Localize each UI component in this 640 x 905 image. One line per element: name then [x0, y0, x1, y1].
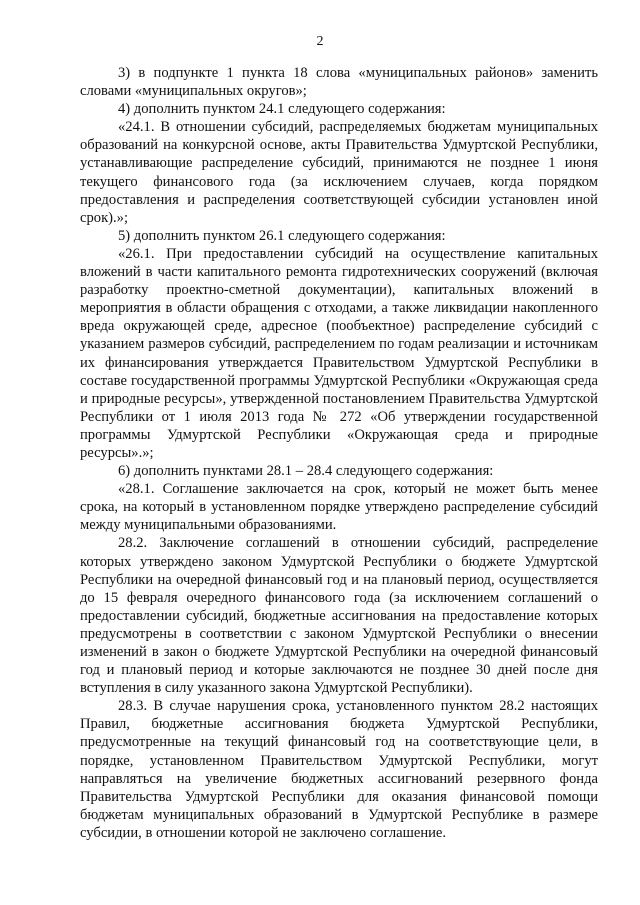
paragraph-amendment-6: 6) дополнить пунктами 28.1 – 28.4 следующего содержания: [118, 463, 494, 480]
paragraph-clause-26-1: «26.1. При предоставлении субсидий на осуществление капитальных вложений в части капитального ремонта гидротехнических сооружений (включая разработку проектно-сметной документации), капитальных вложений в мероприятия в области обращения с отходами, а также ликвидации накопленного вреда окружающей среде, адресное (пообъектное) распределение субсидий с указанием размеров субсидий, распределением по годам реализации и источникам их финансирования утверждается Правительством Удмуртской Республики в составе государственной программы Удмуртской Республики «Окружающая среда и природные ресурсы», утвержденной постановлением Правительства Удмуртской Республики от 1 июля 2013 года № 272 «Об утверждении государственной программы Удмуртской Республики «Окружающая среда и природные ресурсы».»; [80, 245, 598, 461]
paragraph-clause-24-1: «24.1. В отношении субсидий, распределяемых бюджетам муниципальных образований на конкурсной основе, акты Правительства Удмуртской Республики, устанавливающие распределение субсидий, принимаются не позднее 1 июня текущего финансового года (за исключением случаев, когда порядком предоставления и распределения соответствующей субсидии установлен иной срок).»; [80, 119, 598, 226]
paragraph-clause-28-2: 28.2. Заключение соглашений в отношении субсидий, распределение которых утверждено законом Удмуртской Республики о бюджете Удмуртской Республики на очередной финансовый год и на плановый период, осуществляется до 15 февраля очередного финансового года (за исключением соглашений о предоставлении субсидий, бюджетные ассигнования на предоставление которых предусмотрены в соответствии с законом Удмуртской Республики о внесении изменений в закон о бюджете Удмуртской Республики на очередной финансовый год и плановый период и которые заключаются не позднее 30 дней после дня вступления в силу указанного закона Удмуртской Республики). [80, 535, 598, 697]
paragraph-clause-28-3: 28.3. В случае нарушения срока, установленного пунктом 28.2 настоящих Правил, бюджетные ассигнования бюджета Удмуртской Республики, предусмотренные на текущий финансовый год на соответствующие цели, в порядке, установленном Правительством Удмуртской Республики, могут направляться на увеличение бюджетных ассигнований резервного фонда Правительства Удмуртской Республики для оказания финансовой помощи бюджетам муниципальных образований в Удмуртской Республике в размере субсидии, в отношении которой не заключено соглашение. [80, 698, 598, 841]
document-body [80, 64, 598, 842]
paragraph-clause-28-1: «28.1. Соглашение заключается на срок, который не может быть менее срока, на который в установленном порядке утверждено распределение субсидий между муниципальными образованиями. [80, 481, 598, 534]
paragraph-amendment-4: 4) дополнить пунктом 24.1 следующего содержания: [118, 101, 446, 118]
page-number: 2 [316, 34, 324, 49]
paragraph-amendment-5: 5) дополнить пунктом 26.1 следующего содержания: [118, 227, 446, 244]
paragraph-amendment-3: 3) в подпункте 1 пункта 18 слова «муниципальных районов» заменить словами «муниципальных округов»; [80, 65, 598, 100]
